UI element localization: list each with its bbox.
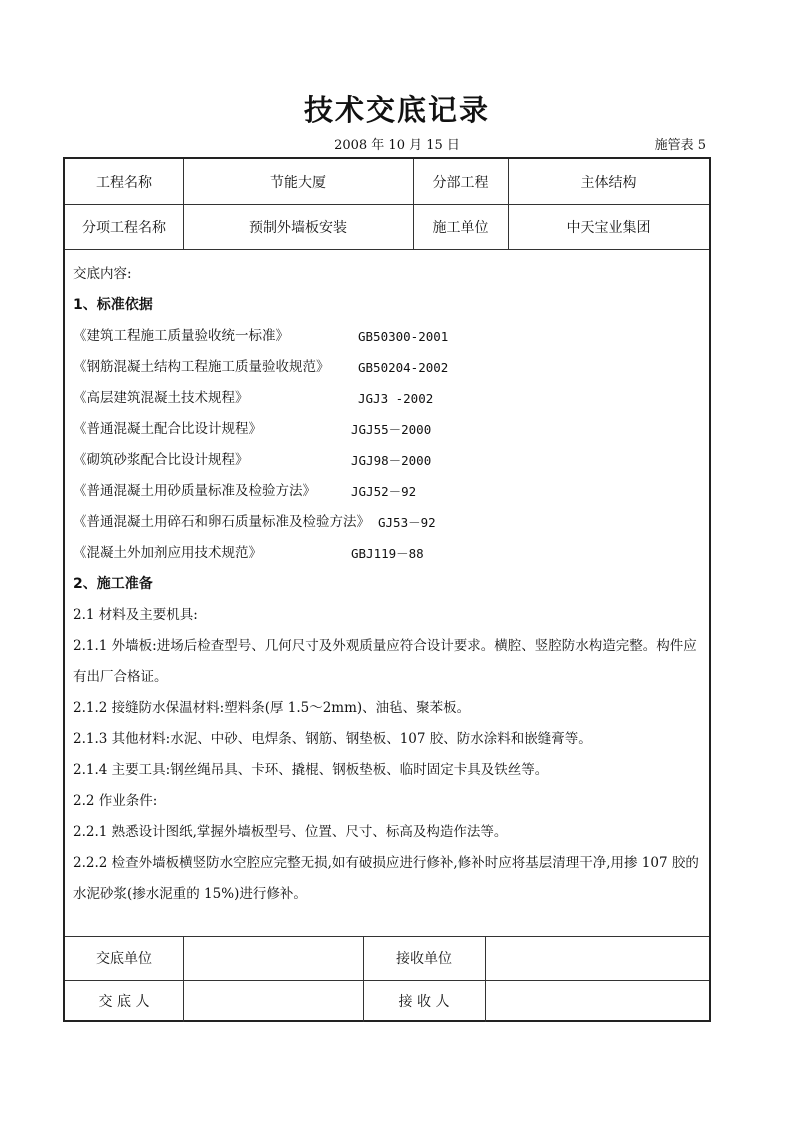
- issuer-unit-field[interactable]: [183, 936, 363, 980]
- issuer-unit-label: 交底单位: [96, 951, 152, 967]
- paragraph: 2.1.4 主要工具:钢丝绳吊具、卡环、撬棍、钢板垫板、临时固定卡具及铁丝等。: [73, 762, 549, 778]
- standard-name: 《钢筋混凝土结构工程施工质量验收规范》: [73, 359, 330, 375]
- section-heading: 2、施工准备: [73, 576, 153, 592]
- document-title: 技术交底记录: [303, 93, 490, 127]
- standard-item: [73, 445, 703, 476]
- record-form: [63, 157, 711, 1022]
- standard-item: [73, 476, 703, 507]
- contractor-label: 施工单位: [432, 219, 489, 236]
- content-intro: 交底内容:: [73, 266, 132, 282]
- standard-name: 《建筑工程施工质量验收统一标准》: [73, 328, 289, 344]
- standard-name: 《高层建筑混凝土技术规程》: [73, 390, 249, 406]
- standard-name: 《普通混凝土配合比设计规程》: [73, 421, 262, 437]
- standard-item: [73, 352, 703, 383]
- paragraph: 2.1.1 外墙板:进场后检查型号、几何尺寸及外观质量应符合设计要求。横腔、竖腔防水构造完整。构件应有出厂合格证。: [73, 638, 697, 685]
- standard-item: [73, 538, 703, 569]
- paragraph: 2.1.2 接缝防水保温材料:塑料条(厚 1.5～2mm)、油毡、聚苯板。: [73, 700, 471, 716]
- project-name-value: 节能大厦: [270, 174, 326, 191]
- standard-item: [73, 414, 703, 445]
- standard-item: [73, 383, 703, 414]
- standard-code: GBJ119－88: [351, 546, 424, 561]
- paragraph: 2.1.3 其他材料:水泥、中砂、电焊条、钢筋、钢垫板、107 胶、防水涂料和嵌缝膏等。: [73, 731, 592, 747]
- standard-code: GJ53－92: [378, 515, 436, 530]
- standard-code: GB50204-2002: [358, 360, 449, 375]
- standard-name: 《普通混凝土用碎石和卵石质量标准及检验方法》: [73, 514, 370, 530]
- receiver-unit-field[interactable]: [485, 936, 709, 980]
- form-number: 施管表 5: [654, 138, 706, 153]
- receiver-label: 接 收 人: [398, 994, 450, 1010]
- issuer-field[interactable]: [183, 980, 363, 1022]
- standard-code: JGJ3 -2002: [358, 391, 434, 406]
- receiver-unit-label: 接收单位: [396, 951, 452, 967]
- paragraph: 2.1 材料及主要机具:: [73, 607, 198, 623]
- document-date: 2008 年 10 月 15 日: [334, 138, 460, 153]
- subdivision-value: 预制外墙板安装: [249, 219, 347, 236]
- divider: [65, 249, 709, 250]
- division-label: 分部工程: [432, 174, 489, 191]
- standard-name: 《砌筑砂浆配合比设计规程》: [73, 452, 249, 468]
- project-name-label: 工程名称: [96, 174, 152, 191]
- standard-code: JGJ98－2000: [351, 453, 432, 468]
- paragraph: 2.2.1 熟悉设计图纸,掌握外墙板型号、位置、尺寸、标高及构造作法等。: [73, 824, 508, 840]
- subdivision-label: 分项工程名称: [82, 219, 166, 236]
- section-heading: 1、标准依据: [73, 297, 153, 313]
- contractor-value: 中天宝业集团: [566, 219, 651, 236]
- briefing-content: [73, 259, 703, 910]
- standard-name: 《普通混凝土用砂质量标准及检验方法》: [73, 483, 316, 499]
- issuer-label: 交 底 人: [98, 994, 150, 1010]
- division-value: 主体结构: [580, 174, 637, 191]
- standard-code: JGJ55－2000: [351, 422, 432, 437]
- standard-item: [73, 321, 703, 352]
- standard-code: GB50300-2001: [358, 329, 449, 344]
- standard-code: JGJ52－92: [351, 484, 417, 499]
- paragraph: 2.2 作业条件:: [73, 793, 158, 809]
- standard-item: [73, 507, 703, 538]
- receiver-field[interactable]: [485, 980, 709, 1022]
- paragraph: 2.2.2 检查外墙板横竖防水空腔应完整无损,如有破损应进行修补,修补时应将基层清理干净,用掺 107 胶的水泥砂浆(掺水泥重的 15%)进行修补。: [73, 855, 699, 902]
- standard-name: 《混凝土外加剂应用技术规范》: [73, 545, 262, 561]
